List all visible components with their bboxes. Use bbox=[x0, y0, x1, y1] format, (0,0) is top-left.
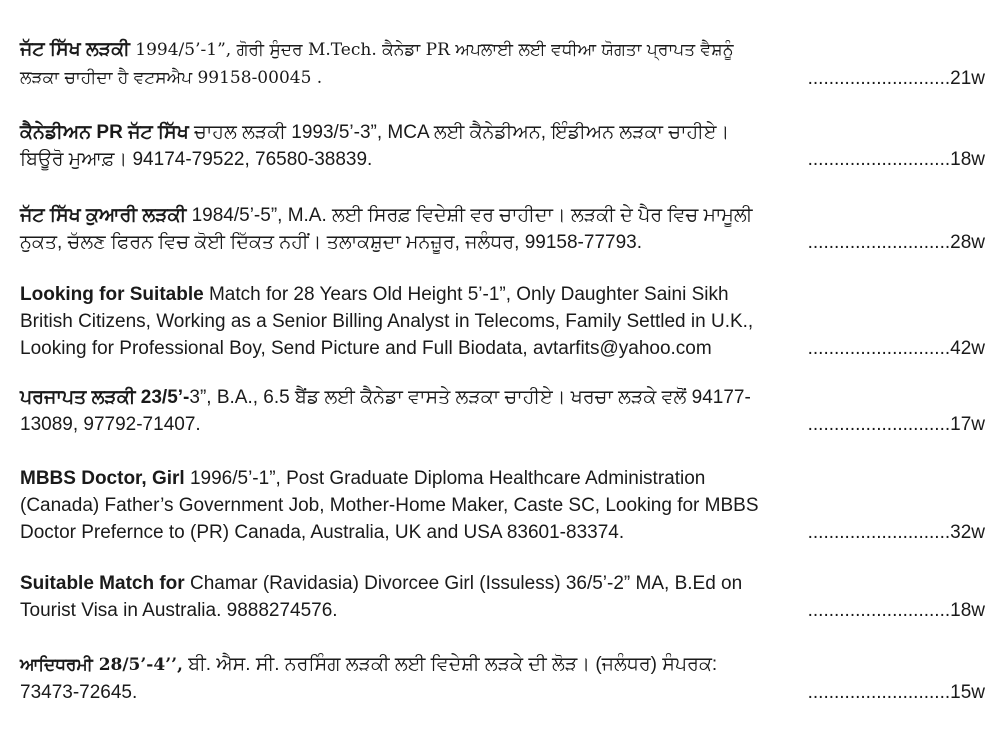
ad-text: 1996/5’-1”, Post Graduate Diploma Healthcare Administration (Canada) Father’s Government Job, Mother-Home Maker, Caste SC, Looking for MBBS Doctor Prefernce to (PR) Canada, Australia, UK and USA 83601-83374. bbox=[20, 468, 759, 543]
ad-heading: MBBS Doctor, Girl bbox=[20, 468, 185, 489]
ad-text: ਬੀ. ਐਸ. ਸੀ. ਨਰਸਿੰਗ ਲੜਕੀ ਲਈ ਵਿਦੇਸ਼ੀ ਲੜਕੇ ਦੀ ਲੋੜ। (ਜਲੰਧਰ) ਸੰਪਰਕ: 73473-72645. bbox=[20, 654, 718, 703]
ad-word-count: ...........................42w bbox=[807, 338, 985, 359]
classified-ad bbox=[20, 651, 985, 706]
ad-text: ਚਾਹਲ ਲੜਕੀ 1993/5’-3”, MCA ਲਈ ਕੈਨੇਡੀਅਨ, ਇੰਡੀਅਨ ਲੜਕਾ ਚਾਹੀਏ। ਬਿਊਰੋ ਮੁਆਫ਼। 94174-79522, 76580-38839. bbox=[20, 122, 730, 170]
ad-text: 1994/5’-1”, ਗੋਰੀ ਸੁੰਦਰ M.Tech. ਕੈਨੇਡਾ PR ਅਪਲਾਈ ਲਈ ਵਧੀਆ ਯੋਗਤਾ ਪ੍ਰਾਪਤ ਵੈਸ਼ਨੂੰ ਲੜਕਾ ਚਾਹੀਦਾ ਹੈ ਵਟਸਐਪ 99158-00045 . bbox=[20, 40, 734, 88]
ad-text: 3”, B.A., 6.5 ਬੈਂਡ ਲਈ ਕੈਨੇਡਾ ਵਾਸਤੇ ਲੜਕਾ ਚਾਹੀਏ। ਖਰਚਾ ਲੜਕੇ ਵਲੋਂ 94177-13089, 97792-71407. bbox=[20, 387, 751, 435]
classified-ad bbox=[20, 202, 985, 256]
ad-word-count: ...........................17w bbox=[807, 414, 985, 435]
ad-word-count: ...........................28w bbox=[807, 232, 985, 253]
ad-word-count: ...........................18w bbox=[807, 600, 985, 621]
ad-heading: ਆਦਿਧਰਮੀ 28/5’-4’’, bbox=[20, 655, 183, 675]
ad-word-count: ...........................18w bbox=[807, 149, 985, 170]
ad-heading: ਕੈਨੇਡੀਅਨ PR ਜੱਟ ਸਿੱਖ bbox=[20, 122, 189, 143]
classified-ad bbox=[20, 281, 985, 362]
ad-heading: ਜੱਟ ਸਿੱਖ ਲੜਕੀ bbox=[20, 39, 130, 60]
ad-heading: Looking for Suitable bbox=[20, 284, 204, 305]
classified-ad bbox=[20, 36, 985, 92]
ad-text: Chamar (Ravidasia) Divorcee Girl (Issuless) 36/5’-2” MA, B.Ed on Tourist Visa in Australia. 9888274576. bbox=[20, 573, 743, 621]
ad-heading: ਜੱਟ ਸਿੱਖ ਕੁਆਰੀ ਲੜਕੀ bbox=[20, 205, 187, 226]
ad-text: 1984/5’-5”, M.A. ਲਈ ਸਿਰਫ਼ ਵਿਦੇਸ਼ੀ ਵਰ ਚਾਹੀਦਾ। ਲੜਕੀ ਦੇ ਪੈਰ ਵਿਚ ਮਾਮੂਲੀ ਨੁਕਤ, ਚੱਲਣ ਫਿਰਨ ਵਿਚ ਕੋਈ ਦਿੱਕਤ ਨਹੀਂ। ਤਲਾਕਸ਼ੁਦਾ ਮਨਜ਼ੂਰ, ਜਲੰਧਰ, 99158-77793. bbox=[20, 205, 753, 253]
ad-word-count: ...........................32w bbox=[807, 522, 985, 543]
ad-heading: ਪਰਜਾਪਤ ਲੜਕੀ 23/5’- bbox=[20, 387, 190, 408]
classified-ad bbox=[20, 570, 985, 624]
classified-ad bbox=[20, 384, 985, 438]
ad-word-count: ...........................15w bbox=[807, 682, 985, 703]
ad-word-count: ...........................21w bbox=[807, 68, 985, 89]
classified-ad bbox=[20, 119, 985, 173]
ad-text: Match for 28 Years Old Height 5’-1”, Only Daughter Saini Sikh British Citizens, Working as a Senior Billing Analyst in Telecoms, Family Settled in U.K., Looking for Professional Boy, Send Picture and Full Biodata, avtarfits@yahoo.com bbox=[20, 284, 754, 359]
ad-heading: Suitable Match for bbox=[20, 573, 185, 594]
classified-ad bbox=[20, 465, 985, 546]
